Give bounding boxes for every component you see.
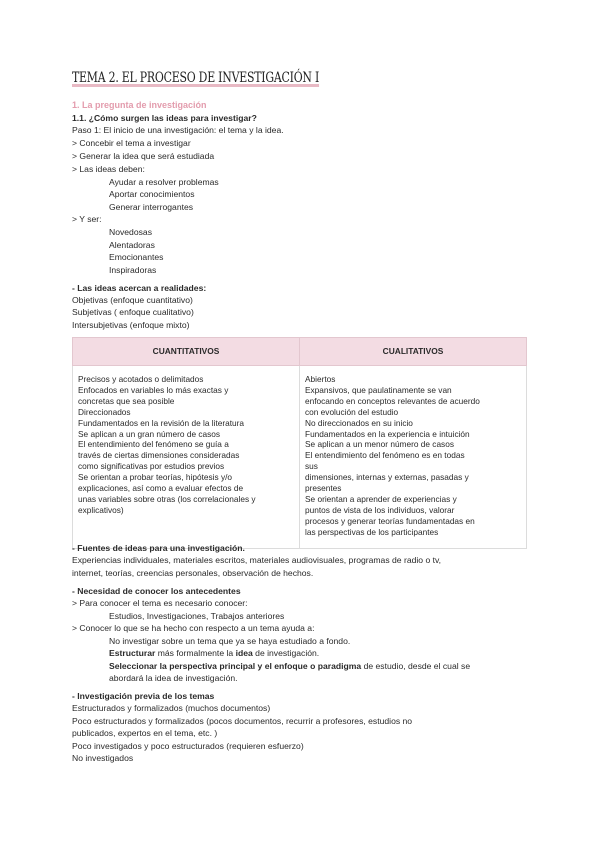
list-item: Poco investigados y poco estructurados (requieren esfuerzo) xyxy=(72,741,304,751)
previa-heading: - Investigación previa de los temas xyxy=(72,691,215,701)
table-header-cuantitativos: CUANTITATIVOS xyxy=(73,338,300,366)
section-heading: 1. La pregunta de investigación xyxy=(72,100,207,110)
list-item: Alentadoras xyxy=(109,240,155,250)
table-line: presentes xyxy=(305,483,342,494)
table-line: Se aplican a un gran número de casos xyxy=(78,428,221,439)
table-line: explicativos) xyxy=(78,504,124,515)
list-item: > Para conocer el tema es necesario conocer: xyxy=(72,598,248,608)
table-line: puntos de vista de los individuos, valorar xyxy=(305,504,455,515)
paragraph-line: Experiencias individuales, materiales escritos, materiales audiovisuales, programas de radio o tv, xyxy=(72,555,442,565)
table-line: Se orientan a probar teorías, hipótesis y/o xyxy=(78,472,233,483)
text: de estudio, desde el cual se xyxy=(361,661,471,671)
bold-text: Seleccionar la perspectiva principal y el enfoque o paradigma xyxy=(109,661,362,671)
bold-text: Estructurar xyxy=(109,648,156,658)
table-line: Fundamentados en la experiencia e intuición xyxy=(305,428,470,439)
list-item: Aportar conocimientos xyxy=(109,189,195,199)
text: de investigación. xyxy=(252,648,320,658)
table-line: Se aplican a un menor número de casos xyxy=(305,439,454,450)
table-line: No direccionados en su inicio xyxy=(305,417,413,428)
list-item: abordará la idea de investigación. xyxy=(109,673,238,683)
table-line: concretas que sea posible xyxy=(78,395,175,406)
table-line: Fundamentados en la revisión de la literatura xyxy=(78,417,245,428)
text: más formalmente la xyxy=(155,648,236,658)
page-title: TEMA 2. EL PROCESO DE INVESTIGACIÓN I xyxy=(72,70,320,86)
table-line: Direccionados xyxy=(78,406,131,417)
list-item: > Y ser: xyxy=(72,214,102,224)
subsection-heading: 1.1. ¿Cómo surgen las ideas para investigar? xyxy=(72,113,257,123)
table-line: explicaciones, así como a evaluar efectos de xyxy=(78,483,244,494)
list-item: Estructurados y formalizados (muchos documentos) xyxy=(72,703,271,713)
list-item xyxy=(109,648,319,659)
table-line: con evolución del estudio xyxy=(305,406,399,417)
list-item: Generar interrogantes xyxy=(109,202,194,212)
list-item: Estudios, Investigaciones, Trabajos anteriores xyxy=(109,611,285,621)
table-cell-cualitativos xyxy=(300,366,527,549)
list-item: Objetivas (enfoque cuantitativo) xyxy=(72,295,193,305)
table-line: enfocando en conceptos relevantes de acuerdo xyxy=(305,395,480,406)
table-line: Expansivos, que paulatinamente se van xyxy=(305,384,452,395)
table-line: Abiertos xyxy=(305,374,336,384)
table-cell-cuantitativos xyxy=(73,366,300,549)
list-item: > Concebir el tema a investigar xyxy=(72,138,191,148)
paso-text: Paso 1: El inicio de una investigación: el tema y la idea. xyxy=(72,125,284,135)
table-line: Enfocados en variables lo más exactas y xyxy=(78,384,229,395)
list-item: Inspiradoras xyxy=(109,265,157,275)
list-item: Ayudar a resolver problemas xyxy=(109,177,219,187)
list-item: > Las ideas deben: xyxy=(72,164,145,174)
list-item xyxy=(109,661,470,672)
table-line: El entendimiento del fenómeno se guía a xyxy=(78,439,229,450)
paragraph-line: internet, teorías, creencias personales, observación de hechos. xyxy=(72,568,314,578)
list-item: Subjetivas ( enfoque cualitativo) xyxy=(72,307,194,317)
list-item: Emocionantes xyxy=(109,252,164,262)
table-line: unas variables sobre otras (los correlacionales y xyxy=(78,493,256,504)
list-item: publicados, expertos en el tema, etc. ) xyxy=(72,728,218,738)
bold-text: idea xyxy=(235,648,253,658)
realidades-heading: - Las ideas acercan a realidades: xyxy=(72,283,207,293)
comparison-table xyxy=(72,337,527,549)
table-line: como significativas por estudios previos xyxy=(78,461,225,472)
list-item: Intersubjetivas (enfoque mixto) xyxy=(72,320,190,330)
table-line: Precisos y acotados o delimitados xyxy=(78,374,204,384)
antecedentes-heading: - Necesidad de conocer los antecedentes xyxy=(72,586,241,596)
list-item: > Conocer lo que se ha hecho con respecto a un tema ayuda a: xyxy=(72,623,315,633)
list-item: No investigar sobre un tema que ya se haya estudiado a fondo. xyxy=(109,636,351,646)
table-line: procesos y generar teorías fundamentadas en xyxy=(305,515,475,526)
table-line: través de ciertas dimensiones consideradas xyxy=(78,450,240,461)
fuentes-heading: - Fuentes de ideas para una investigación. xyxy=(72,543,245,553)
table-line: Se orientan a aprender de experiencias y xyxy=(305,493,457,504)
list-item: Novedosas xyxy=(109,227,152,237)
list-item: > Generar la idea que será estudiada xyxy=(72,151,215,161)
table-line: sus xyxy=(305,461,318,472)
table-line: dimensiones, internas y externas, pasadas y xyxy=(305,472,469,483)
table-line: El entendimiento del fenómeno es en todas xyxy=(305,450,465,461)
table-line: las perspectivas de los participantes xyxy=(305,526,439,537)
table-header-cualitativos: CUALITATIVOS xyxy=(300,338,527,366)
list-item: Poco estructurados y formalizados (pocos documentos, recurrir a profesores, estudios no xyxy=(72,716,413,726)
list-item: No investigados xyxy=(72,753,134,763)
